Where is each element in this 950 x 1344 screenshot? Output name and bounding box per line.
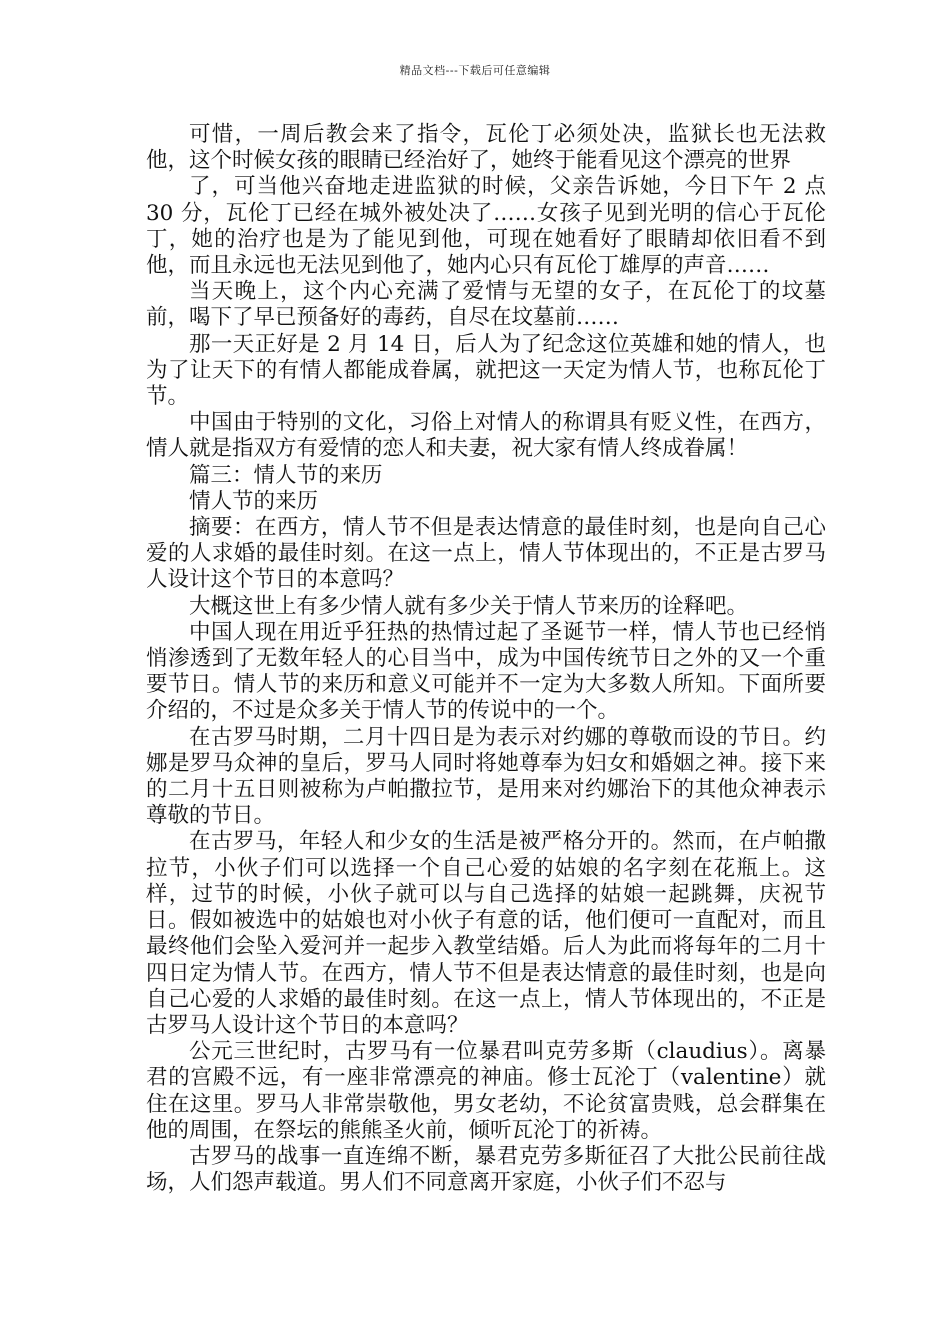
paragraph: 那一天正好是 2 月 14 日，后人为了纪念这位英雄和她的情人，也为了让天下的有情人都能成眷属，就把这一天定为情人节，也称瓦伦丁节。 xyxy=(146,331,826,410)
abstract-paragraph: 摘要：在西方，情人节不但是表达情意的最佳时刻，也是向自己心爱的人求婚的最佳时刻。在这一点上，情人节体现出的，不正是古罗马人设计这个节日的本意吗？ xyxy=(146,515,826,593)
article-title: 情人节的来历 xyxy=(189,488,319,514)
page-header: 精品文档---下载后可任意编辑 xyxy=(399,64,551,77)
paragraph: 可惜，一周后教会来了指令，瓦伦丁必须处决，监狱长也无法救他，这个时候女孩的眼睛已经治好了，她终于能看见这个漂亮的世界 xyxy=(146,122,826,174)
paragraph: 中国人现在用近乎狂热的热情过起了圣诞节一样，情人节也已经悄悄渗透到了无数年轻人的心目当中，成为中国传统节日之外的又一个重要节日。情人节的来历和意义可能并不一定为大多数人所知。下面所要介绍的，不过是众多关于情人节的传说中的一个。 xyxy=(146,619,826,724)
document-body xyxy=(146,122,826,1196)
paragraph: 公元三世纪时，古罗马有一位暴君叫克劳多斯（claudius）。离暴君的宫殿不远，有一座非常漂亮的神庙。修士瓦沦丁（valentine）就住在这里。罗马人非常崇敬他，男女老幼，不论贫富贵贱，总会群集在他的周围，在祭坛的熊熊圣火前，倾听瓦沦丁的祈祷。 xyxy=(146,1039,826,1143)
paragraph: 了，可当他兴奋地走进监狱的时候，父亲告诉她，今日下午 2 点 30 分，瓦伦丁已经在城外被处决了……女孩子见到光明的信心于瓦伦丁，她的治疗也是为了能见到他，可现在她看好了眼睛却依旧看不到他，而且永远也无法见到他了，她内心只有瓦伦丁雄厚的声音…… xyxy=(146,174,826,279)
paragraph: 古罗马的战事一直连绵不断，暴君克劳多斯征召了大批公民前往战场，人们怨声载道。男人们不同意离开家庭，小伙子们不忍与 xyxy=(146,1143,826,1196)
paragraph: 中国由于特别的文化，习俗上对情人的称谓具有贬义性，在西方，情人就是指双方有爱情的恋人和夫妻，祝大家有情人终成眷属！ xyxy=(146,410,826,462)
paragraph: 在古罗马时期，二月十四日是为表示对约娜的尊敬而设的节日。约娜是罗马众神的皇后，罗马人同时将她尊奉为妇女和婚姻之神。接下来的二月十五日则被称为卢帕撒拉节，是用来对约娜治下的其他众神表示尊敬的节日。 xyxy=(146,724,826,829)
paragraph: 大概这世上有多少情人就有多少关于情人节来历的诠释吧。 xyxy=(189,593,749,619)
paragraph: 在古罗马，年轻人和少女的生活是被严格分开的。然而，在卢帕撒拉节，小伙子们可以选择一个自己心爱的姑娘的名字刻在花瓶上。这样，过节的时候，小伙子就可以与自己选择的姑娘一起跳舞，庆祝节日。假如被选中的姑娘也对小伙子有意的话，他们便可一直配对，而且最终他们会坠入爱河并一起步入教堂结婚。后人为此而将每年的二月十四日定为情人节。在西方，情人节不但是表达情意的最佳时刻，也是向自己心爱的人求婚的最佳时刻。在这一点上，情人节体现出的，不正是古罗马人设计这个节日的本意吗？ xyxy=(146,829,826,1038)
paragraph: 当天晚上，这个内心充满了爱情与无望的女子，在瓦伦丁的坟墓前，喝下了早已预备好的毒药，自尽在坟墓前…… xyxy=(146,279,826,331)
section-heading: 篇三：情人节的来历 xyxy=(189,462,383,488)
